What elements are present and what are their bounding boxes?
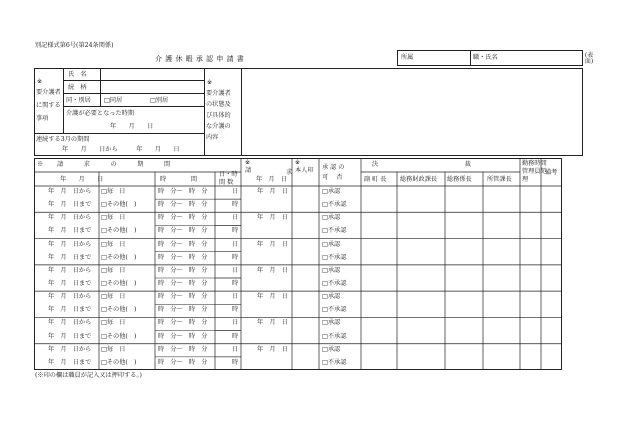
row-time-range[interactable]: 時 分～ 時 分: [158, 227, 208, 235]
row-every-day-checkbox[interactable]: □毎 日: [101, 214, 126, 222]
cohabitation-same-checkbox[interactable]: □同居: [104, 97, 123, 104]
applicant-side-3: 事項: [36, 115, 49, 122]
request-date-3: 年 月 日: [256, 176, 287, 183]
row-from-date[interactable]: 年 月 日から: [48, 188, 92, 195]
time-column-header: 時 間: [160, 176, 198, 183]
row-from-date[interactable]: 年 月 日から: [48, 319, 92, 327]
table-side-label: (表面): [584, 52, 594, 65]
row-approved-checkbox[interactable]: □承認: [322, 345, 341, 353]
name-label: 氏 名: [68, 71, 87, 78]
period-value: 年 月 日から 年 月 日: [62, 146, 180, 153]
row-other-checkbox[interactable]: □その他( ): [101, 306, 137, 314]
general-affairs-director-header: 総務財政課長: [400, 176, 438, 183]
decision-header: 決 裁: [372, 161, 471, 168]
row-rejected-checkbox[interactable]: □不承認: [322, 306, 347, 314]
deputy-mayor-header: 副 町 長: [364, 176, 387, 183]
row-approved-checkbox[interactable]: □承認: [322, 240, 341, 248]
row-time-range[interactable]: 時 分～ 時 分: [158, 358, 208, 366]
row-every-day-checkbox[interactable]: □毎 日: [101, 266, 126, 274]
row-to-date[interactable]: 年 月 日まで: [48, 306, 92, 314]
row-time-range[interactable]: 時 分～ 時 分: [158, 253, 208, 261]
row-other-checkbox[interactable]: □その他( ): [101, 227, 137, 235]
row-time-range[interactable]: 時 分～ 時 分: [158, 306, 208, 314]
row-rejected-checkbox[interactable]: □不承認: [322, 227, 347, 235]
remarks-header: 備考: [545, 169, 558, 176]
position-name-label: 職・氏名: [473, 54, 498, 61]
request-date-2: 求: [286, 169, 293, 176]
seal-header: 本人印: [295, 167, 314, 174]
row-every-day-checkbox[interactable]: □毎 日: [101, 293, 126, 301]
row-to-date[interactable]: 年 月 日まで: [48, 358, 92, 366]
row-time-range[interactable]: 時 分～ 時 分: [158, 293, 208, 301]
row-request-date[interactable]: 年 月 日: [257, 240, 288, 248]
row-days-unit: 日: [232, 293, 239, 301]
row-time-range[interactable]: 時 分～ 時 分: [158, 332, 208, 340]
row-days-unit: 日: [232, 214, 239, 222]
care-state-star: ※: [207, 79, 213, 86]
row-request-date[interactable]: 年 月 日: [257, 319, 288, 327]
row-time-range[interactable]: 時 分～ 時 分: [158, 201, 208, 209]
row-to-date[interactable]: 年 月 日まで: [48, 201, 92, 209]
row-rejected-checkbox[interactable]: □不承認: [322, 358, 347, 366]
row-approved-checkbox[interactable]: □承認: [322, 214, 341, 222]
row-days-unit: 日: [232, 319, 239, 327]
row-days-unit: 日: [232, 188, 239, 195]
row-approved-checkbox[interactable]: □承認: [322, 188, 341, 195]
row-to-date[interactable]: 年 月 日まで: [48, 227, 92, 235]
row-every-day-checkbox[interactable]: □毎 日: [101, 345, 126, 353]
general-affairs-chief-header: 総務係長: [447, 176, 472, 183]
row-time-range[interactable]: 時 分～ 時 分: [158, 188, 208, 195]
row-hours-unit: 時: [232, 201, 239, 209]
form-reference: 別記様式第6号(第24条関係): [35, 42, 114, 49]
row-time-range[interactable]: 時 分～ 時 分: [158, 214, 208, 222]
row-time-range[interactable]: 時 分～ 時 分: [158, 266, 208, 274]
row-other-checkbox[interactable]: □その他( ): [101, 253, 137, 261]
approval-header-2: 可 否: [322, 174, 343, 181]
date-column-header: 年 月 日: [60, 176, 104, 183]
row-hours-unit: 時: [232, 253, 239, 261]
row-time-range[interactable]: 時 分～ 時 分: [158, 345, 208, 353]
row-request-date[interactable]: 年 月 日: [257, 293, 288, 301]
row-hours-unit: 時: [232, 306, 239, 314]
row-rejected-checkbox[interactable]: □不承認: [322, 332, 347, 340]
days-hours-header-2: 間 数: [219, 179, 234, 186]
row-to-date[interactable]: 年 月 日まで: [48, 280, 92, 287]
row-days-unit: 日: [232, 240, 239, 248]
approval-header-1: 承 認 の: [322, 164, 345, 171]
row-every-day-checkbox[interactable]: □毎 日: [101, 319, 126, 327]
attendance-manager-header-3: 理: [522, 176, 529, 183]
row-to-date[interactable]: 年 月 日まで: [48, 332, 92, 340]
row-from-date[interactable]: 年 月 日から: [48, 214, 92, 222]
seal-star: ※: [295, 159, 301, 166]
row-days-unit: 日: [232, 266, 239, 274]
row-rejected-checkbox[interactable]: □不承認: [322, 201, 347, 209]
need-time-label: 介護が必要となった時期: [66, 110, 135, 117]
row-time-range[interactable]: 時 分～ 時 分: [158, 319, 208, 327]
row-hours-unit: 時: [232, 358, 239, 366]
row-approved-checkbox[interactable]: □承認: [322, 319, 341, 327]
cohabitation-separate-checkbox[interactable]: □別居: [150, 97, 169, 104]
applicant-side-2: に関する: [36, 102, 61, 109]
row-rejected-checkbox[interactable]: □不承認: [322, 253, 347, 261]
row-other-checkbox[interactable]: □その他( ): [101, 358, 137, 366]
care-state-2: の状態及: [206, 101, 231, 108]
row-other-checkbox[interactable]: □その他( ): [101, 201, 137, 209]
row-approved-checkbox[interactable]: □承認: [322, 266, 341, 274]
row-every-day-checkbox[interactable]: □毎 日: [101, 188, 126, 195]
row-to-date[interactable]: 年 月 日まで: [48, 253, 92, 261]
row-hours-unit: 時: [232, 280, 239, 287]
row-days-unit: 日: [232, 345, 239, 353]
affiliation-label: 所属: [401, 54, 414, 61]
row-from-date[interactable]: 年 月 日から: [48, 345, 92, 353]
request-date-1: 請: [245, 167, 252, 174]
form-title: 介 護 休 暇 承 認 申 請 書: [155, 55, 245, 63]
dept-chief-header: 所管課長: [487, 176, 512, 183]
row-request-date[interactable]: 年 月 日: [257, 345, 288, 353]
row-time-range[interactable]: 時 分～ 時 分: [158, 240, 208, 248]
row-rejected-checkbox[interactable]: □不承認: [322, 280, 347, 287]
care-state-3: び具体的: [206, 112, 231, 119]
care-state-1: 要介護者: [206, 90, 231, 97]
relation-label: 続 柄: [68, 84, 87, 91]
request-period-header: ※ 請 求 の 期 間: [37, 161, 171, 168]
row-every-day-checkbox[interactable]: □毎 日: [101, 240, 126, 248]
row-from-date[interactable]: 年 月 日から: [48, 266, 92, 274]
row-request-date[interactable]: 年 月 日: [257, 188, 288, 195]
row-hours-unit: 時: [232, 332, 239, 340]
row-other-checkbox[interactable]: □その他( ): [101, 280, 137, 287]
applicant-star: ※: [37, 78, 43, 85]
row-from-date[interactable]: 年 月 日から: [48, 293, 92, 301]
row-time-range[interactable]: 時 分～ 時 分: [158, 280, 208, 287]
row-hours-unit: 時: [232, 227, 239, 235]
attendance-manager-header-1: 勤務時間: [522, 160, 547, 167]
care-state-5: 内容: [206, 134, 219, 141]
row-approved-checkbox[interactable]: □承認: [322, 293, 341, 301]
need-time-date: 年 月 日: [110, 123, 154, 130]
row-request-date[interactable]: 年 月 日: [257, 214, 288, 222]
care-state-4: な介護の: [206, 123, 231, 130]
row-other-checkbox[interactable]: □その他( ): [101, 332, 137, 340]
row-request-date[interactable]: 年 月 日: [257, 266, 288, 274]
cohabitation-label: 同・別居: [66, 97, 91, 104]
attendance-manager-header-2: 管理員処: [522, 168, 547, 175]
period-label: 連続する3月の期間: [36, 136, 90, 143]
applicant-side-1: 要介護者: [36, 89, 61, 96]
days-hours-header-1: 日・時: [219, 171, 238, 178]
footnote: (※印の欄は職員が記入又は押印する。): [35, 372, 142, 379]
row-from-date[interactable]: 年 月 日から: [48, 240, 92, 248]
request-date-star: ※: [245, 159, 251, 166]
